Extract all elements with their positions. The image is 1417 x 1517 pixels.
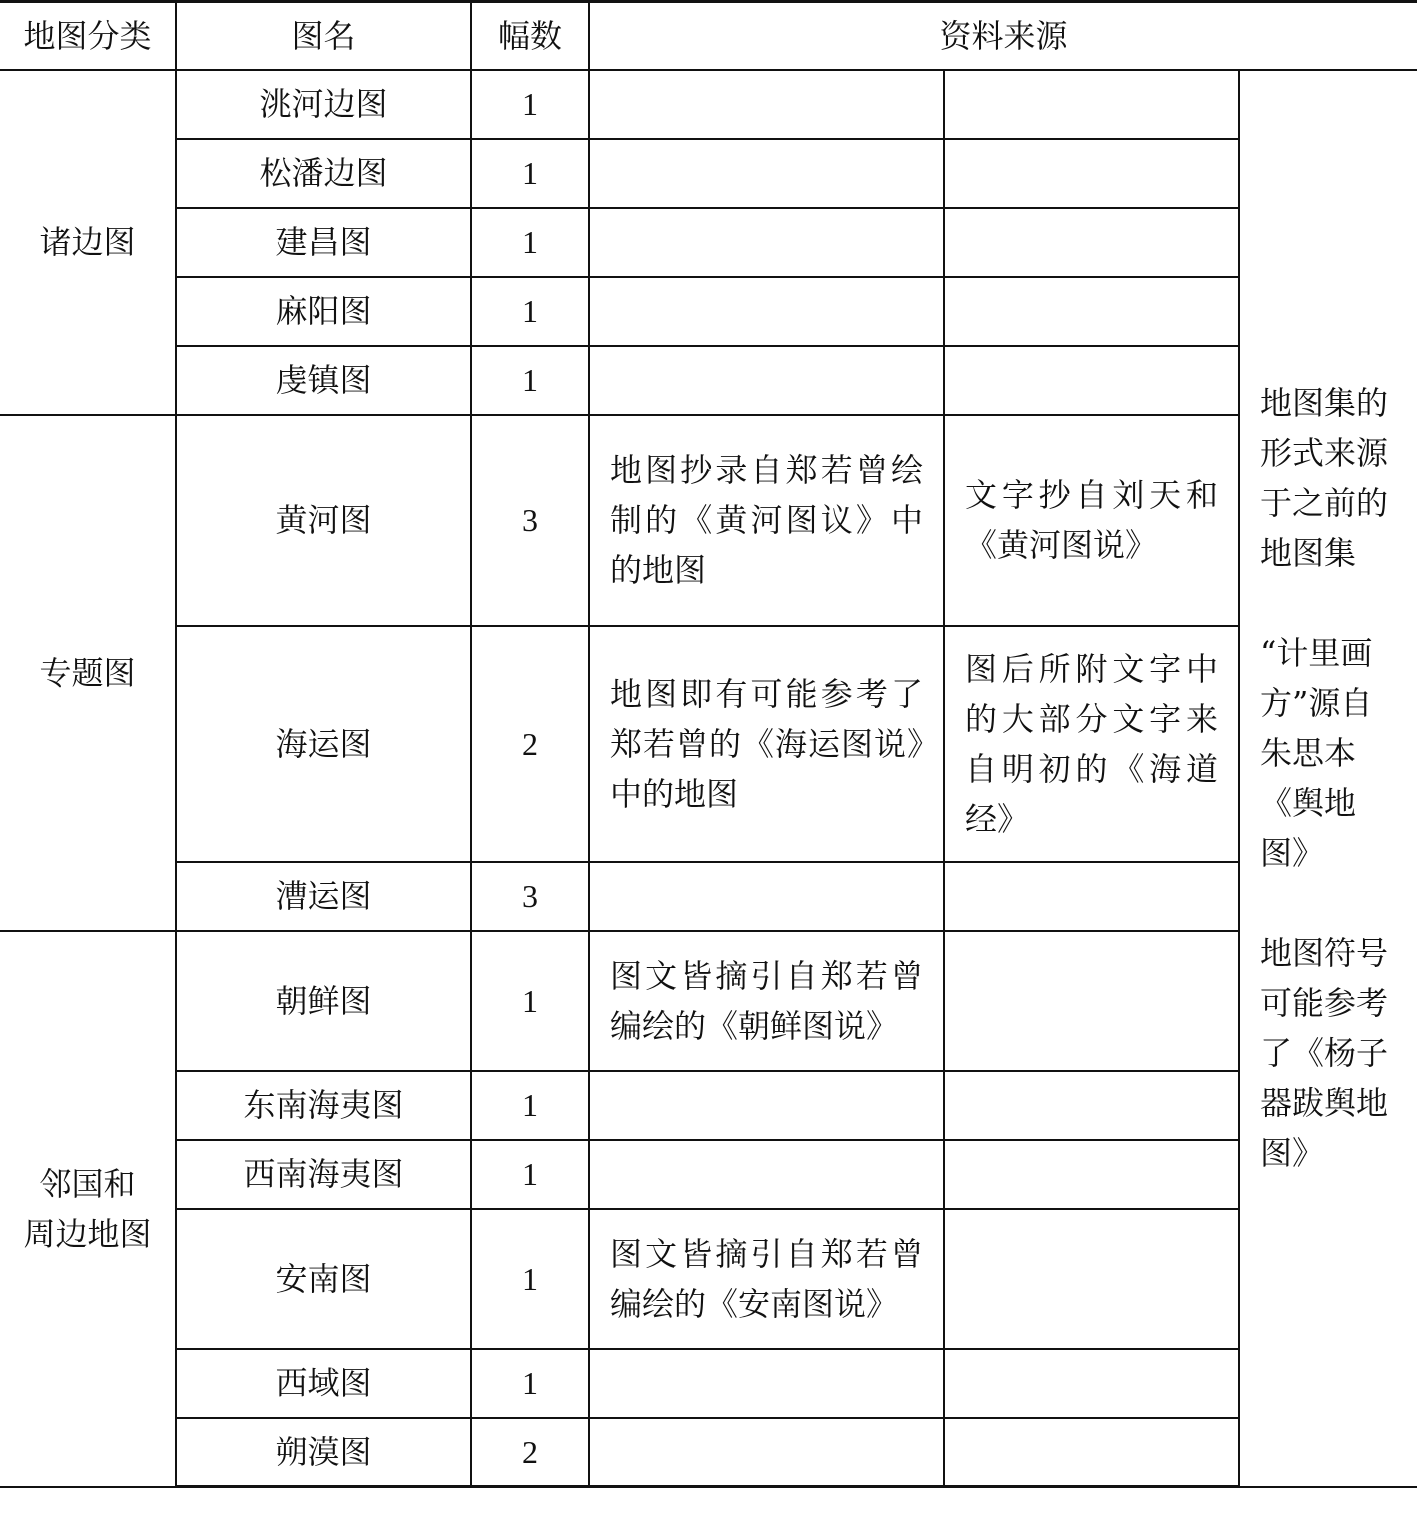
- map-name: 麻阳图: [176, 277, 471, 346]
- map-source-primary: [589, 1140, 944, 1209]
- map-source-secondary: [944, 277, 1239, 346]
- map-name: 朝鲜图: [176, 931, 471, 1071]
- map-count: 1: [471, 1349, 589, 1418]
- table-row: [0, 70, 1417, 139]
- category-border: 诸边图: [0, 70, 176, 415]
- map-source-primary: [589, 862, 944, 931]
- note-atlas-form: 地图集的形式来源于之前的地图集: [1260, 384, 1389, 572]
- map-source-secondary: [944, 1209, 1239, 1349]
- table-row: [0, 277, 1417, 346]
- map-name: 西南海夷图: [176, 1140, 471, 1209]
- map-count: 1: [471, 139, 589, 208]
- map-name: 黄河图: [176, 415, 471, 626]
- map-count: 1: [471, 346, 589, 415]
- map-source-primary: [589, 346, 944, 415]
- map-name: 洮河边图: [176, 70, 471, 139]
- table-row: [0, 862, 1417, 931]
- table-row: [0, 1418, 1417, 1487]
- map-source-secondary: [944, 1140, 1239, 1209]
- map-count: 1: [471, 1209, 589, 1349]
- map-source-primary: 地图抄录自郑若曾绘制的《黄河图议》中的地图: [589, 415, 944, 626]
- map-source-secondary: [944, 139, 1239, 208]
- map-name: 西域图: [176, 1349, 471, 1418]
- map-name: 漕运图: [176, 862, 471, 931]
- map-source-secondary: 文字抄自刘天和《黄河图说》: [944, 415, 1239, 626]
- map-source-secondary: [944, 931, 1239, 1071]
- map-source-primary: [589, 139, 944, 208]
- header-name: 图名: [176, 2, 471, 70]
- header-source: 资料来源: [589, 2, 1417, 70]
- table-row: [0, 626, 1417, 862]
- table-row: [0, 931, 1417, 1071]
- map-name: 东南海夷图: [176, 1071, 471, 1140]
- source-notes: [1239, 70, 1417, 1487]
- map-source-primary: [589, 1418, 944, 1487]
- map-count: 3: [471, 415, 589, 626]
- map-count: 2: [471, 1418, 589, 1487]
- map-count: 1: [471, 277, 589, 346]
- table-row: [0, 1071, 1417, 1140]
- map-count: 1: [471, 208, 589, 277]
- map-name: 朔漠图: [176, 1418, 471, 1487]
- map-source-primary: [589, 1071, 944, 1140]
- table-row: [0, 1209, 1417, 1349]
- map-name: 安南图: [176, 1209, 471, 1349]
- map-name: 虔镇图: [176, 346, 471, 415]
- map-source-primary: 图文皆摘引自郑若曾编绘的《朝鲜图说》: [589, 931, 944, 1071]
- map-source-primary: [589, 208, 944, 277]
- header-count: 幅数: [471, 2, 589, 70]
- table-row: [0, 346, 1417, 415]
- header-category: 地图分类: [0, 2, 176, 70]
- header-row: [0, 2, 1417, 70]
- note-grid-method: “计里画方”源自朱思本《舆地图》: [1260, 634, 1373, 872]
- map-source-primary: [589, 70, 944, 139]
- note-map-symbols: 地图符号可能参考了《杨子器跋舆地图》: [1260, 934, 1389, 1172]
- map-source-primary: [589, 1349, 944, 1418]
- map-source-secondary: [944, 1349, 1239, 1418]
- map-source-primary: 地图即有可能参考了郑若曾的《海运图说》中的地图: [589, 626, 944, 862]
- map-source-secondary: [944, 208, 1239, 277]
- map-count: 1: [471, 1140, 589, 1209]
- category-neighbor: 邻国和 周边地图: [0, 931, 176, 1487]
- map-source-primary: [589, 277, 944, 346]
- map-name: 建昌图: [176, 208, 471, 277]
- map-source-secondary: [944, 862, 1239, 931]
- map-source-primary: 图文皆摘引自郑若曾编绘的《安南图说》: [589, 1209, 944, 1349]
- table-row: [0, 1140, 1417, 1209]
- map-count: 1: [471, 931, 589, 1071]
- table-row: [0, 139, 1417, 208]
- map-count: 1: [471, 70, 589, 139]
- map-source-secondary: [944, 70, 1239, 139]
- map-name: 海运图: [176, 626, 471, 862]
- map-count: 3: [471, 862, 589, 931]
- table-row: [0, 208, 1417, 277]
- category-thematic: 专题图: [0, 415, 176, 931]
- map-source-secondary: [944, 1071, 1239, 1140]
- table-row: [0, 1349, 1417, 1418]
- map-source-secondary: [944, 1418, 1239, 1487]
- map-count: 2: [471, 626, 589, 862]
- table-row: [0, 415, 1417, 626]
- map-source-secondary: [944, 346, 1239, 415]
- map-source-secondary: 图后所附文字中的大部分文字来自明初的《海道经》: [944, 626, 1239, 862]
- map-name: 松潘边图: [176, 139, 471, 208]
- map-count: 1: [471, 1071, 589, 1140]
